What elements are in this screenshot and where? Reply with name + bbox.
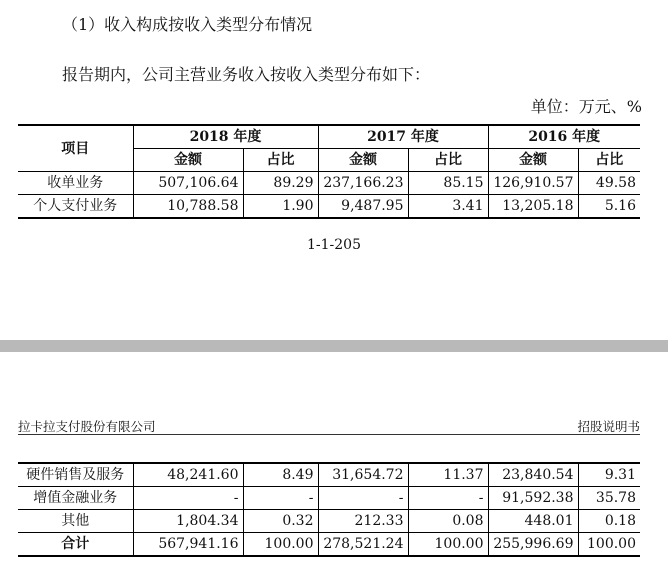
- header-amount: 金额: [133, 149, 243, 172]
- footer-company: 拉卡拉支付股份有限公司: [18, 419, 156, 434]
- cell-amount: 48,241.60: [133, 463, 243, 487]
- cell-ratio: 5.16: [578, 195, 640, 219]
- cell-ratio: 100.00: [243, 533, 318, 557]
- row-label: 个人支付业务: [18, 195, 133, 219]
- cell-ratio: 0.32: [243, 510, 318, 533]
- cell-ratio: 3.41: [408, 195, 488, 219]
- cell-amount: 212.33: [318, 510, 408, 533]
- cell-ratio: 35.78: [578, 487, 640, 510]
- cell-ratio: 100.00: [408, 533, 488, 557]
- cell-amount: 91,592.38: [488, 487, 578, 510]
- cell-amount: 126,910.57: [488, 172, 578, 195]
- row-label: 增值金融业务: [18, 487, 133, 510]
- cell-amount: 31,654.72: [318, 463, 408, 487]
- header-item: 项目: [18, 125, 133, 172]
- cell-ratio: 8.49: [243, 463, 318, 487]
- cell-ratio: 85.15: [408, 172, 488, 195]
- table-total-row: [18, 533, 640, 557]
- cell-amount: 237,166.23: [318, 172, 408, 195]
- cell-amount: 448.01: [488, 510, 578, 533]
- cell-ratio: 9.31: [578, 463, 640, 487]
- cell-ratio: 100.00: [578, 533, 640, 557]
- row-label: 收单业务: [18, 172, 133, 195]
- revenue-table-top: [18, 124, 640, 219]
- table-row: [18, 195, 640, 219]
- cell-ratio: 0.08: [408, 510, 488, 533]
- cell-ratio: 49.58: [578, 172, 640, 195]
- header-amount: 金额: [318, 149, 408, 172]
- section-heading: （1）收入构成按收入类型分布情况: [62, 15, 313, 34]
- cell-ratio: -: [243, 487, 318, 510]
- cell-amount: 13,205.18: [488, 195, 578, 219]
- header-amount: 金额: [488, 149, 578, 172]
- cell-ratio: 89.29: [243, 172, 318, 195]
- cell-amount: -: [318, 487, 408, 510]
- cell-amount: 9,487.95: [318, 195, 408, 219]
- table-row: [18, 510, 640, 533]
- cell-amount: 10,788.58: [133, 195, 243, 219]
- table-row: [18, 487, 640, 510]
- cell-amount: -: [133, 487, 243, 510]
- cell-amount: 1,804.34: [133, 510, 243, 533]
- row-label: 合计: [18, 533, 133, 557]
- header-year-2016: 2016 年度: [488, 125, 640, 149]
- page-gap: [0, 340, 668, 352]
- cell-amount: 23,840.54: [488, 463, 578, 487]
- revenue-table-bottom: [18, 462, 640, 557]
- cell-amount: 507,106.64: [133, 172, 243, 195]
- cell-amount: 255,996.69: [488, 533, 578, 557]
- row-label: 硬件销售及服务: [18, 463, 133, 487]
- header-ratio: 占比: [408, 149, 488, 172]
- intro-paragraph: 报告期内，公司主营业务收入按收入类型分布如下：: [62, 65, 431, 84]
- cell-ratio: -: [408, 487, 488, 510]
- page-number: 1-1-205: [307, 237, 361, 253]
- table-row: [18, 463, 640, 487]
- table-row: [18, 172, 640, 195]
- cell-ratio: 1.90: [243, 195, 318, 219]
- header-year-2017: 2017 年度: [318, 125, 488, 149]
- header-ratio: 占比: [243, 149, 318, 172]
- cell-amount: 278,521.24: [318, 533, 408, 557]
- header-year-2018: 2018 年度: [133, 125, 318, 149]
- header-ratio: 占比: [578, 149, 640, 172]
- header-rule: [18, 434, 640, 435]
- cell-amount: 567,941.16: [133, 533, 243, 557]
- row-label: 其他: [18, 510, 133, 533]
- footer-doc-title: 招股说明书: [577, 419, 640, 434]
- cell-ratio: 0.18: [578, 510, 640, 533]
- cell-ratio: 11.37: [408, 463, 488, 487]
- unit-label: 单位：万元、%: [530, 97, 642, 116]
